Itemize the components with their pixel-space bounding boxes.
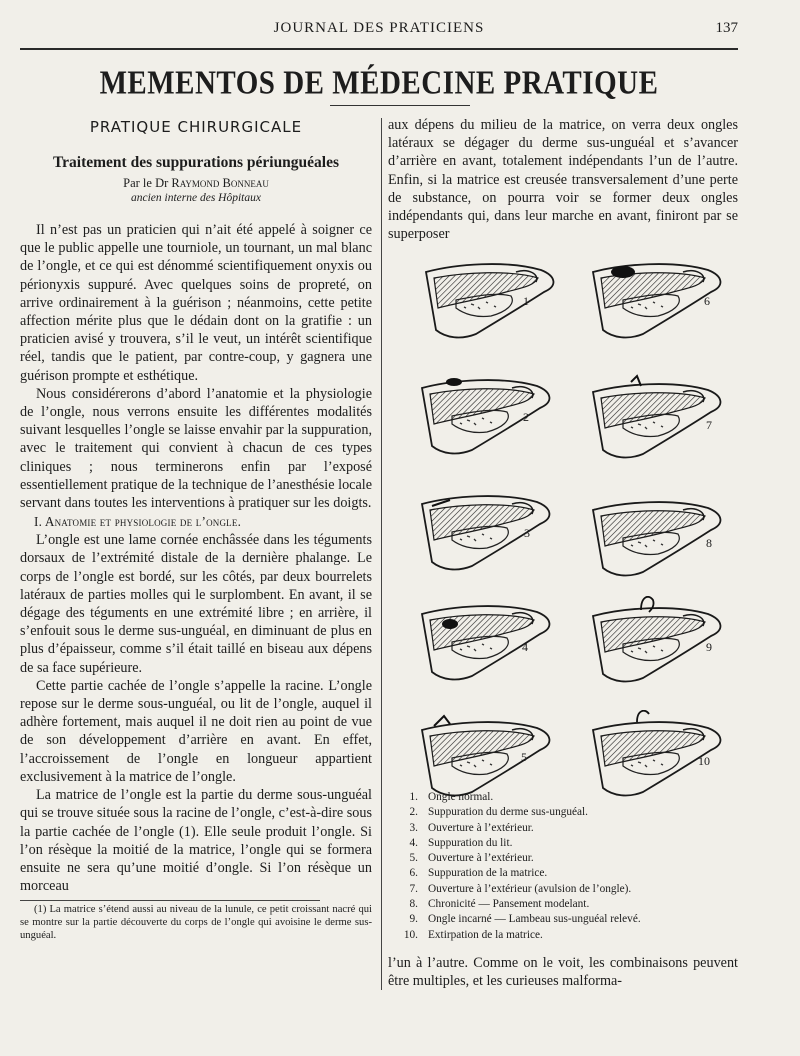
legend-text: Ouverture à l’extérieur. xyxy=(428,852,534,865)
footnote: (1) La matrice s’étend aussi au niveau de la lunule, ce petit croissant nacré qui se montre sur la partie découverte du corps de l’ongle qui avoisine le derme sus-unguéal. xyxy=(20,904,372,941)
section-heading: PRATIQUE CHIRURGICALE xyxy=(89,118,303,136)
diagram-suppuration-matrix xyxy=(583,252,733,342)
figure-number: 4 xyxy=(522,640,528,654)
author-name: Raymond Bonneau xyxy=(171,176,269,190)
author-affiliation: ancien interne des Hôpitaux xyxy=(131,192,261,204)
paragraph-continued: aux dépens du milieu de la matrice, on verra deux ongles latéraux se dégager du derme sus-unguéal et s’avancer d’arrière en avant, totalement indépendants l’un de l’autre. Enfin, si la matrice est creusée transversalement d’une perte de substance, on pourra voir se former deux ongles indépendants qui, dans leur marche en avant, finiront par se superposer xyxy=(388,117,738,243)
figure-number: 7 xyxy=(706,418,712,432)
paragraph-anatomy: L’ongle est une lame cornée enchâssée dans les téguments dorsaux de l’extrémité distale de la dernière phalange. Le corps de l’ongle est bordé, sur les côtés, par deux bourrelets latéraux de parties molles qui le surplombent. En avant, il se dégage des téguments en une extrémité libre ; en arrière, il s’enfouit sous le derme sus-unguéal, en diminuant de plus en plus d’épaisseur, comme s’il était taillé en biseau aux dépens de sa face supérieure. xyxy=(20,532,372,676)
subsection-heading: I. Anatomie et physiologie de l’ongle. xyxy=(34,514,242,530)
legend-number: 5. xyxy=(409,852,418,865)
legend-number: 3. xyxy=(409,821,418,834)
right-column-bottom xyxy=(388,954,738,990)
title-rule xyxy=(330,105,470,106)
byline-prefix: Par le Dr xyxy=(123,176,169,190)
legend-item xyxy=(388,897,738,912)
legend-text: Ongle normal. xyxy=(428,791,494,803)
figure-number: 9 xyxy=(706,640,712,654)
legend-item xyxy=(388,882,738,897)
running-header xyxy=(20,20,738,48)
legend-item xyxy=(388,928,738,943)
paragraph-malformations: l’un à l’autre. Comme on le voit, les combinaisons peuvent être multiples, et les curieuses malforma- xyxy=(388,955,738,990)
page-title: MEMENTOS DE MÉDECINE PRATIQUE xyxy=(99,64,659,102)
legend-item xyxy=(388,836,738,851)
legend-item xyxy=(388,805,738,820)
paragraph-root: Cette partie cachée de l’ongle s’appelle la racine. L’ongle repose sur le derme sous-unguéal, ou lit de l’ongle, auquel il adhère fortement, mais auquel il ne doit rien au point de vue de son développement d’arrière en avant. En effet, l’accroissement de l’ongle en longueur appartient exclusivement à la matrice de l’ongle. xyxy=(20,677,372,785)
diagram-opening-exterior-2 xyxy=(412,710,562,800)
figure-number: 6 xyxy=(704,294,710,308)
figure-number: 10 xyxy=(698,754,710,768)
left-column xyxy=(20,112,372,942)
paragraph-intro: Il n’est pas un praticien qui n’ait été appelé à soigner ce que le public appelle une tourniole, un tournant, un mal blanc de l’ongle, et ce qui est dénommé scientifiquement onyxis ou périonyxis suppuré. Avec quelques soins de propreté, on arrive ordinairement à la guérison ; néanmoins, cette petite affection mérite plus que le dédain dont on la gratifie : un praticien avisé y trouvera, s’il le veut, un intérêt scientifique réel, tandis que le patient, par contre-coup, y gagnera une guérison prompte et esthétique. xyxy=(20,222,372,384)
figure-number: 2 xyxy=(523,410,529,424)
legend-item xyxy=(388,821,738,836)
paragraph-plan: Nous considérerons d’abord l’anatomie et la physiologie de l’ongle, nous verrons ensuite les différentes modalités suivant lesquelles l’ongle se laisse envahir par la suppuration, avec le traitement qui convient à chacun de ces types cliniques ; nous terminerons enfin par l’exposé essentiellement pratique de la technique de l’anesthésie locale servant dans toutes les interventions à pratiquer sur les doigts. xyxy=(20,385,372,512)
legend-number: 7. xyxy=(409,882,418,895)
legend-item xyxy=(388,790,738,805)
legend-text: Suppuration du lit. xyxy=(428,836,513,849)
legend-text: Chronicité — Pansement modelant. xyxy=(428,898,590,911)
legend-text: Ongle incarné — Lambeau sus-unguéal relevé. xyxy=(428,913,641,926)
legend-number: 1. xyxy=(409,791,418,803)
header-rule xyxy=(20,48,738,50)
legend-text: Ouverture à l’extérieur (avulsion de l’ongle). xyxy=(428,882,632,895)
legend-text: Suppuration du derme sus-unguéal. xyxy=(428,806,589,819)
legend-number: 10. xyxy=(403,928,418,941)
legend-text: Suppuration de la matrice. xyxy=(428,867,548,880)
legend-text: Extirpation de la matrice. xyxy=(428,928,543,941)
journal-name: JOURNAL DES PRATICIENS xyxy=(273,20,485,36)
legend-item xyxy=(388,912,738,927)
diagram-normal-nail xyxy=(416,252,566,342)
legend-number: 9. xyxy=(409,913,418,926)
paragraph-matrix: La matrice de l’ongle est la partie du derme sous-unguéal qui se trouve située sous la racine de l’ongle, c’est-à-dire sous la partie cachée de l’ongle (1). Elle seule produit l’ongle. Si l’on résèque la moitié de la matrice, l’ongle qui se formera ensuite ne sera qu’une moitié d’ongle. Si l’on résèque un morceau xyxy=(20,787,372,895)
legend-text: Ouverture à l’extérieur. xyxy=(428,821,534,834)
figure-number: 8 xyxy=(706,536,712,550)
diagram-matrix-extirpation xyxy=(583,710,733,800)
footnote-rule xyxy=(20,900,320,901)
diagram-suppuration-bed xyxy=(412,594,562,684)
figure-number: 1 xyxy=(523,294,529,308)
page-number: 137 xyxy=(715,20,738,36)
legend-number: 8. xyxy=(409,898,418,911)
legend-number: 4. xyxy=(409,836,418,849)
diagram-chronic-dressing xyxy=(583,490,733,580)
legend-number: 6. xyxy=(409,867,418,880)
legend-item xyxy=(388,851,738,866)
byline xyxy=(20,176,372,192)
figure-number: 3 xyxy=(524,526,530,540)
figure-number: 5 xyxy=(521,750,527,764)
legend-number: 2. xyxy=(409,806,418,819)
column-divider xyxy=(381,118,382,990)
right-column xyxy=(388,112,738,243)
figure-legend xyxy=(388,790,738,943)
article-title: Traitement des suppurations périunguéales xyxy=(52,154,340,171)
legend-item xyxy=(388,866,738,881)
diagram-suppuration-derme xyxy=(412,368,562,458)
diagram-avulsion xyxy=(583,372,733,462)
finger-nail-figure xyxy=(388,248,740,788)
diagram-opening-exterior xyxy=(412,484,562,574)
